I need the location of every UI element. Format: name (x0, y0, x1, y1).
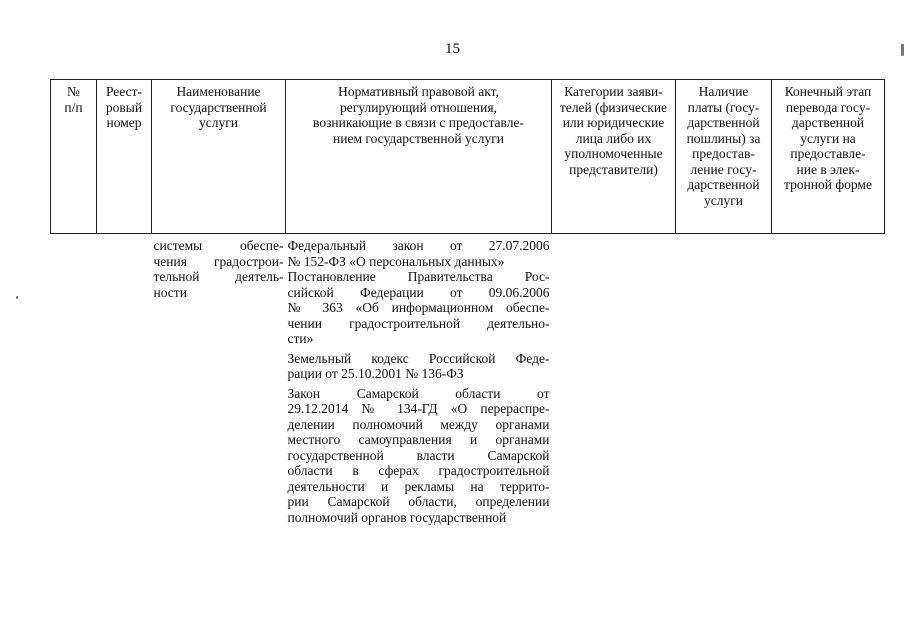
text-line: сти» (287, 331, 314, 346)
cell-number (51, 234, 97, 526)
text-line: услуги на (800, 130, 856, 146)
services-table (50, 79, 885, 525)
text-line: номер (106, 115, 142, 130)
text-line: № (67, 84, 80, 99)
text-line: 29.12.2014 № 134-ГД «О перераспре- (287, 401, 550, 416)
text-line: тельной деятель- (153, 269, 284, 284)
text-line: Конечный этап (784, 84, 872, 99)
text-line: Категории заяви- (564, 84, 663, 99)
text-line: деятельности и рекламы на террито- (287, 478, 550, 494)
text-line: Земельный кодекс Российской Феде- (287, 350, 550, 366)
text-line: регулирующий отношения, (340, 99, 497, 115)
text-line: Наличие (698, 84, 749, 99)
scan-speck (16, 296, 18, 299)
legal-act-entry (288, 386, 550, 526)
legal-act-entry (288, 351, 550, 382)
text-line: предоставле- (790, 146, 866, 161)
text-line: ние в элек- (796, 161, 860, 177)
scan-speck (901, 44, 904, 56)
text-line: дарственной (791, 115, 865, 130)
page-number: 15 (445, 41, 460, 57)
text-line: чении градостроительной деятельно- (287, 315, 550, 331)
text-line: № 152-ФЗ «О персональных данных» (287, 253, 505, 269)
cell-fee (676, 234, 772, 526)
text-line: уполномоченные (564, 146, 663, 161)
cell-registry-number (97, 234, 152, 526)
text-line: лица либо их (575, 130, 652, 146)
text-line: Нормативный правовой акт, (338, 84, 499, 99)
text-line: Федеральный закон от 27.07.2006 (287, 238, 550, 253)
text-line: рии Самарской области, определении (287, 494, 550, 509)
text-line: рации от 25.10.2001 № 136-ФЗ (287, 366, 464, 381)
cell-legal-acts (286, 234, 552, 526)
text-line: системы обеспе- (153, 238, 284, 253)
text-line: государственной (170, 99, 267, 115)
cell-service-name (152, 234, 286, 526)
text-line: Постановление Правительства Рос- (287, 269, 550, 284)
text-line: нием государственной услуги (333, 130, 504, 146)
text-line: Наименование (176, 84, 261, 99)
header-legal-act (286, 80, 552, 234)
header-electronic-stage (772, 80, 885, 234)
text-line: дарственной (687, 177, 760, 192)
text-line: Реест- (105, 84, 143, 99)
cell-applicant-categories (552, 234, 676, 526)
text-line: ровый (105, 99, 143, 115)
header-fee (676, 80, 772, 234)
text-line: сийской Федерации от 09.06.2006 (287, 284, 550, 300)
header-row (51, 80, 885, 234)
cell-electronic-stage (772, 234, 885, 526)
header-registry-number (97, 80, 152, 234)
text-line: пошлины) за (686, 130, 761, 146)
text-line: услуги (199, 115, 238, 130)
text-line: или юридические (562, 115, 665, 130)
header-number (51, 80, 97, 234)
text-line: п/п (64, 99, 83, 115)
text-line: Закон Самарской области от (287, 385, 550, 401)
text-line: местного самоуправления и органами (287, 432, 550, 447)
text-line: представители) (569, 161, 658, 177)
legal-act-entry (288, 238, 550, 269)
text-line: дарственной (687, 115, 760, 130)
text-line: делении полномочий между органами (287, 416, 550, 432)
text-line: перевода госу- (785, 99, 871, 115)
text-line: государственной власти Самарской (287, 447, 550, 463)
legal-act-entry (288, 269, 550, 347)
text-line: платы (госу- (687, 99, 760, 115)
table-row (51, 234, 885, 526)
header-service-name (152, 80, 286, 234)
text-line: тронной форме (784, 177, 872, 192)
header-applicant-categories (552, 80, 676, 234)
text-line: полномочий органов государственной (287, 509, 507, 525)
text-line: области в сферах градостроительной (287, 463, 550, 478)
text-line: № 363 «Об информационном обеспе- (287, 300, 550, 315)
text-line: услуги (704, 192, 743, 208)
text-line: телей (физические (559, 99, 668, 115)
text-line: предостав- (692, 146, 755, 161)
text-line: возникающие в связи с предоставле- (313, 115, 524, 130)
text-line: чения градострои- (153, 253, 284, 269)
text-line: ление госу- (690, 161, 757, 177)
text-line: ности (153, 284, 187, 300)
